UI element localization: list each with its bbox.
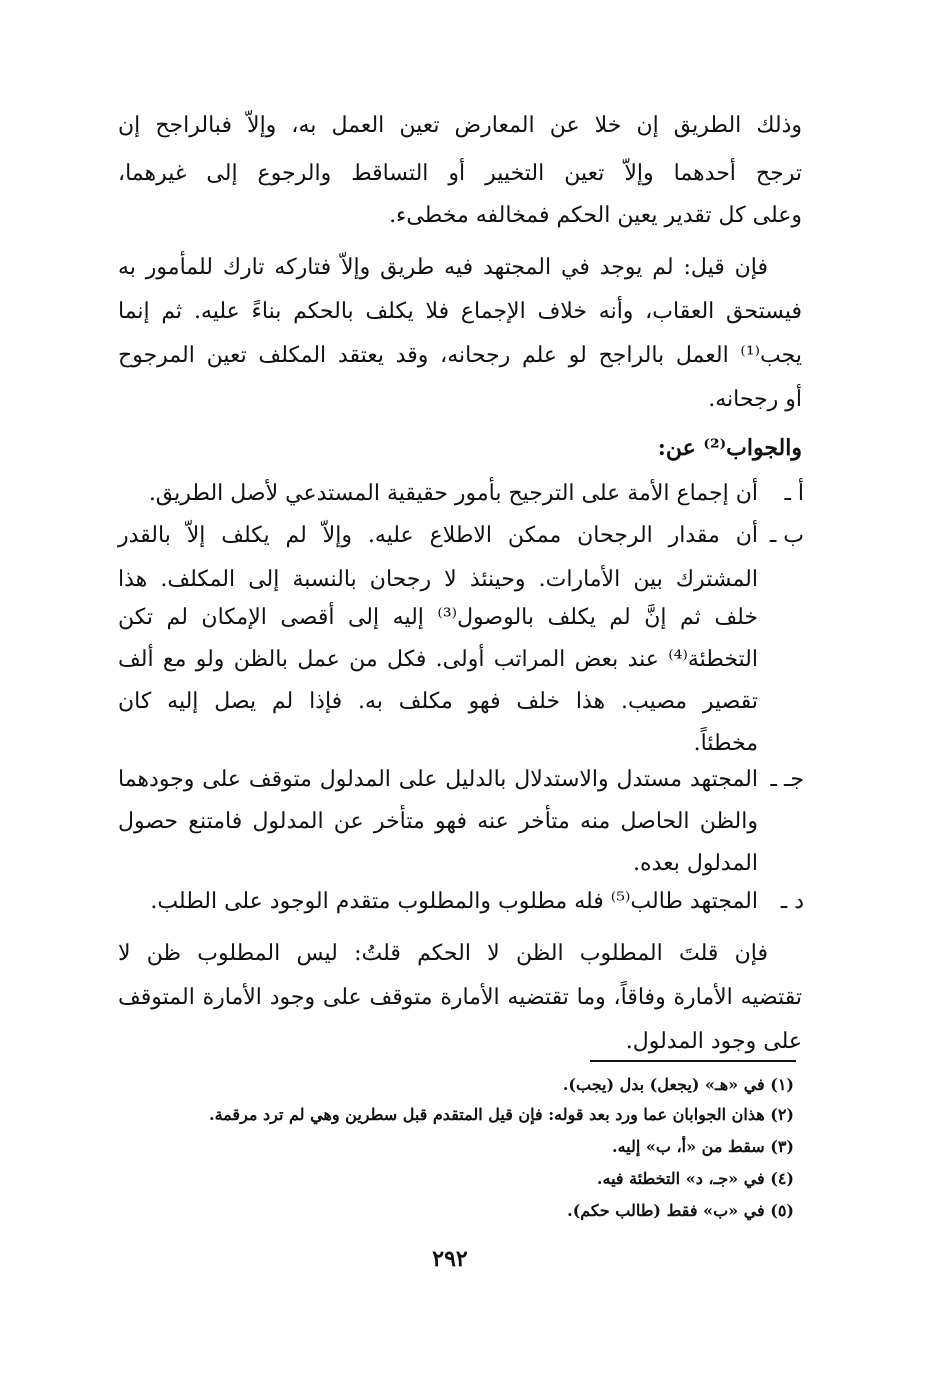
item-a-marker: أ ـ	[784, 481, 804, 506]
item-c-marker: جـ ـ	[770, 767, 804, 792]
para3-line-2: تقتضيه الأمارة وفاقاً، وما تقتضيه الأمارة متوقف على وجود الأمارة المتوقف	[118, 985, 802, 1010]
para2-line-1: فإن قيل: لم يوجد في المجتهد فيه طريق وإلاّ فتاركه تارك للمأمور به	[118, 255, 768, 280]
footnote-3: (٣) سقط من «أ، ب» إليه.	[612, 1137, 794, 1156]
item-d-marker: د ـ	[780, 889, 804, 914]
para1-line-2: ترجح أحدهما وإلاّ تعين التخيير أو التساقط والرجوع إلى غيرهما،	[118, 161, 802, 186]
item-a-line-1: أن إجماع الأمة على الترجيح بأمور حقيقية المستدعي لأصل الطريق.	[148, 481, 758, 506]
item-b-line-2: المشترك بين الأمارات. وحينئذ لا رجحان بالنسبة إلى المكلف. هذا	[118, 567, 758, 592]
item-c-line-3: المدلول بعده.	[633, 851, 758, 876]
para2-line-4: أو رجحانه.	[708, 387, 802, 412]
item-b-marker: ب ـ	[769, 523, 804, 548]
para3-line-1: فإن قلتَ المطلوب الظن لا الحكم قلتُ: ليس المطلوب ظن لا	[118, 941, 768, 966]
item-c-line-2: والظن الحاصل منه متأخر عنه فهو متأخر عن المدلول فامتنع حصول	[118, 809, 758, 834]
item-d-line-1: المجتهد طالب⁽⁵⁾ فله مطلوب والمطلوب متقدم الوجود على الطلب.	[150, 889, 758, 914]
footnote-4: (٤) في «جـ، د» التخطئة فيه.	[596, 1169, 794, 1188]
page-number: ٢٩٢	[432, 1246, 468, 1272]
para2-line-2: فيستحق العقاب، وأنه خلاف الإجماع فلا يكلف بالحكم بناءً عليه. ثم إنما	[118, 299, 802, 324]
answer-heading: والجواب⁽²⁾ عن:	[657, 435, 802, 461]
footnote-2: (٢) هذان الجوابان عما ورد بعد قوله: فإن قيل المتقدم قبل سطرين وهي لم ترد مرقمة.	[209, 1105, 794, 1124]
para1-line-1: وذلك الطريق إن خلا عن المعارض تعين العمل به، وإلاّ فبالراجح إن	[118, 113, 802, 138]
footnote-separator	[590, 1060, 796, 1062]
item-b-line-4: التخطئة⁽⁴⁾ عند بعض المراتب أولى. فكل من عمل بالظن ولو مع ألف	[118, 647, 758, 672]
footnote-5: (٥) في «ب» فقط (طالب حكم).	[567, 1201, 794, 1220]
para3-line-3: على وجود المدلول.	[625, 1029, 802, 1054]
para2-line-3: يجب⁽¹⁾ العمل بالراجح لو علم رجحانه، وقد يعتقد المكلف تعين المرجوح	[118, 343, 802, 368]
item-b-line-1: أن مقدار الرجحان ممكن الاطلاع عليه. وإلاّ لم يكلف إلاّ بالقدر	[118, 523, 758, 548]
item-b-line-3: خلف ثم إنَّ لم يكلف بالوصول⁽³⁾ إليه إلى أقصى الإمكان لم تكن	[118, 605, 758, 630]
para1-line-3: وعلى كل تقدير يعين الحكم فمخالفه مخطىء.	[389, 203, 802, 228]
footnote-1: (١) في «هـ» (يجعل) بدل (يجب).	[562, 1075, 794, 1094]
item-c-line-1: المجتهد مستدل والاستدلال بالدليل على المدلول متوقف على وجودهما	[118, 767, 758, 792]
item-b-line-5: تقصير مصيب. هذا خلف فهو مكلف به. فإذا لم يصل إليه كان	[118, 689, 758, 714]
item-b-line-6: مخطئاً.	[693, 731, 758, 756]
